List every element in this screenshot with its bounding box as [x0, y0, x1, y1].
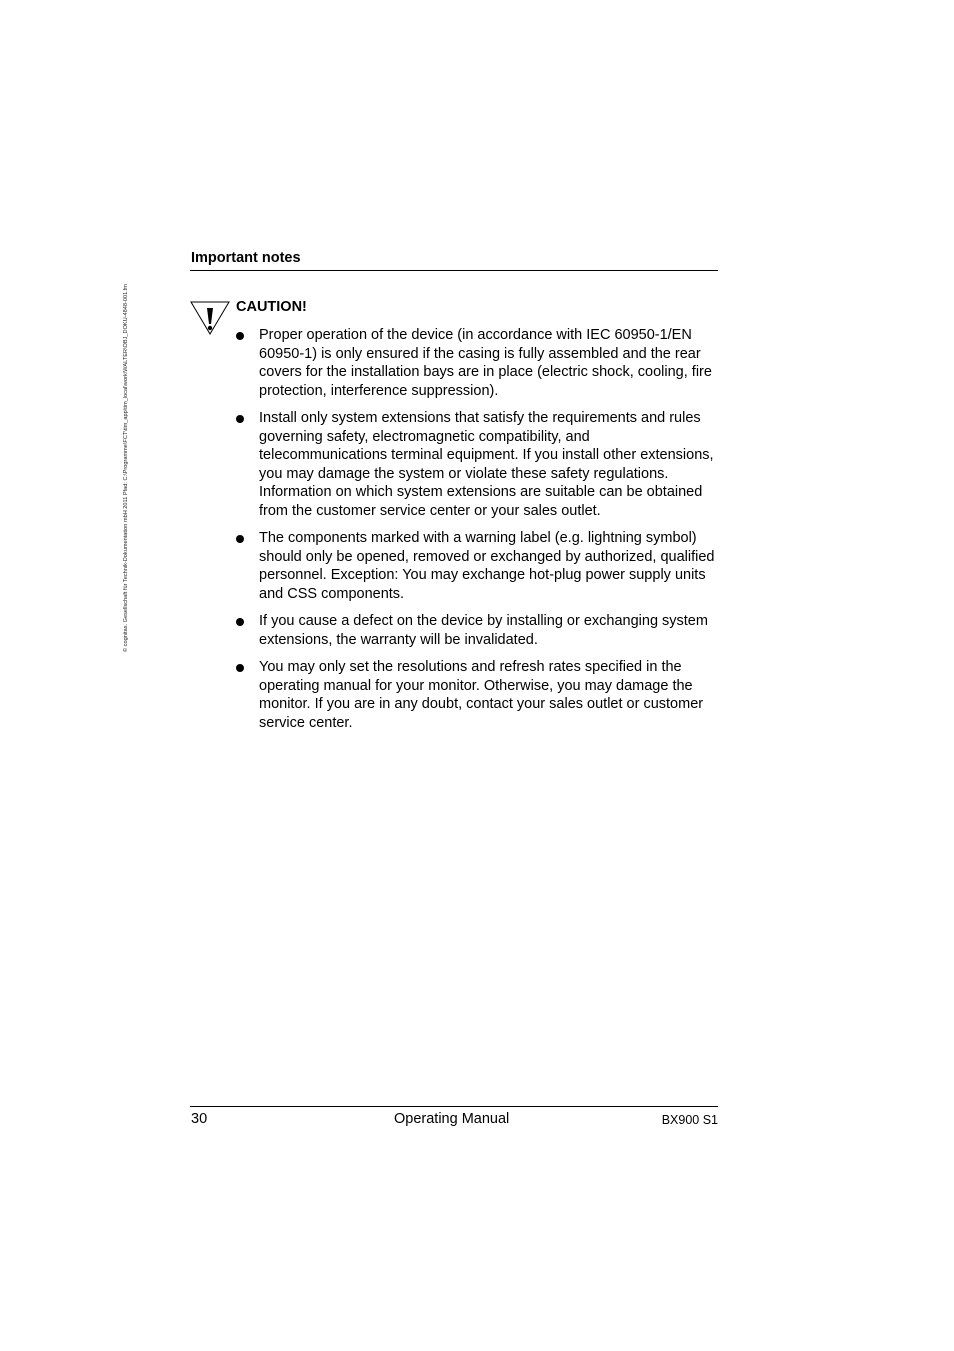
list-item-text: Install only system extensions that satisfy the requirements and rules governing safety, electromagnetic compatibility, and telecommunications terminal equipment. If you install other extensions, you may damage the system or violate these safety regulations. Information on which system extensions are suitable can be obtained from the customer service center or your sales outlet.: [259, 410, 714, 519]
caution-list: [236, 326, 718, 741]
page-title: Important notes: [191, 250, 301, 266]
bullet-icon: [236, 415, 244, 423]
side-note-text: © cognitas. Gesellschaft für Technik-Dokumentation mbH 2011 Pfad: C:\Programme\FCT\tim_app\tim_local\work\WALTER\OBJ_DOKU-4848-001.fm: [123, 284, 129, 652]
bullet-icon: [236, 535, 244, 543]
bullet-icon: [236, 618, 244, 626]
list-item: [236, 326, 718, 400]
list-item-text: You may only set the resolutions and refresh rates specified in the operating manual for your monitor. Otherwise, you may damage the monitor. If you are in any doubt, contact your sales outlet or customer service center.: [259, 659, 704, 731]
product-name: BX900 S1: [661, 1113, 718, 1127]
caution-title: CAUTION!: [236, 299, 307, 315]
page-number: 30: [191, 1111, 208, 1127]
list-item: [236, 529, 718, 603]
list-item-text: Proper operation of the device (in accordance with IEC 60950-1/EN 60950-1) is only ensured if the casing is fully assembled and the rear covers for the installation bays are in place (electric shock, cooling, fire protection, interference suppression).: [259, 327, 712, 399]
list-item: [236, 658, 718, 732]
list-item-text: If you cause a defect on the device by installing or exchanging system extensions, the warranty will be invalidated.: [259, 613, 708, 648]
warning-triangle-icon: [190, 300, 230, 336]
manual-title: Operating Manual: [394, 1111, 510, 1127]
list-item: [236, 612, 718, 649]
bullet-icon: [236, 664, 244, 672]
header-divider: [190, 270, 718, 271]
list-item-text: The components marked with a warning label (e.g. lightning symbol) should only be opened, removed or exchanged by authorized, qualified personnel. Exception: You may exchange hot-plug power supply units and CSS components.: [259, 530, 715, 602]
bullet-icon: [236, 332, 244, 340]
footer-divider: [190, 1106, 718, 1107]
list-item: [236, 409, 718, 520]
side-note: [118, 242, 134, 662]
